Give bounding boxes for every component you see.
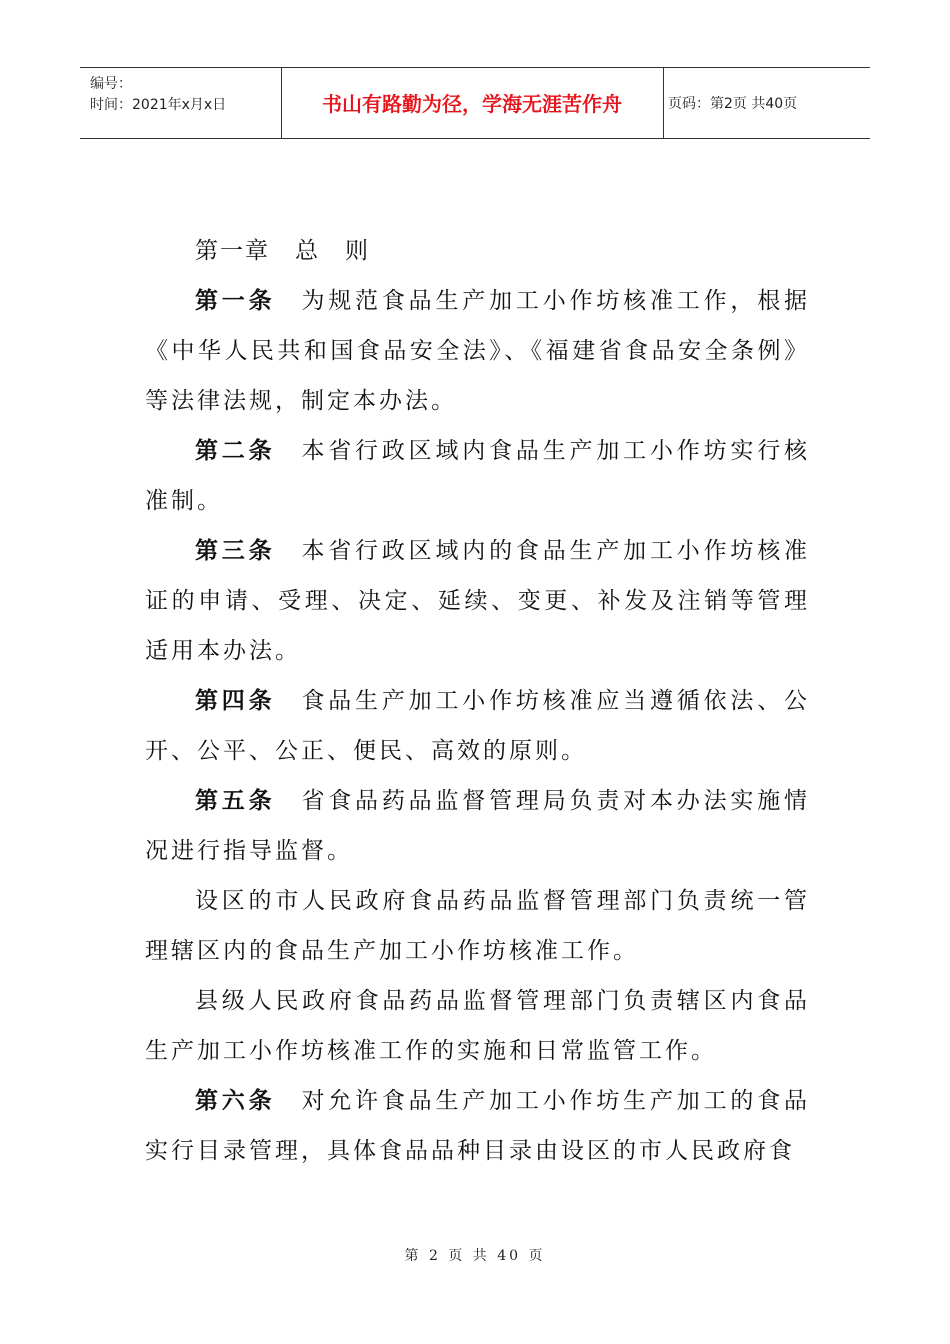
article-number: 第五条 <box>195 787 276 814</box>
paragraph-text: 设区的市人民政府食品药品监督管理部门负责统一管理辖区内的食品生产加工小作坊核准工作。 <box>145 888 810 964</box>
paragraph-text: 食品生产加工小作坊核准应当遵循依法、公开、公平、公正、便民、高效的原则。 <box>145 688 811 764</box>
paragraph <box>145 776 810 876</box>
paragraph-text: 本省行政区域内食品生产加工小作坊实行核准制。 <box>145 438 811 514</box>
paragraph <box>145 976 810 1076</box>
paragraph <box>145 876 810 976</box>
header-motto: 书山有路勤为径，学海无涯苦作舟 <box>322 92 622 116</box>
paragraph-text: 县级人民政府食品药品监督管理部门负责辖区内食品生产加工小作坊核准工作的实施和日常监管工作。 <box>145 988 810 1064</box>
article-number: 第四条 <box>195 687 276 714</box>
header-page-info: 页码：第2页 共40页 <box>668 96 798 112</box>
paragraph <box>145 526 810 676</box>
header-divider <box>663 68 664 138</box>
paragraph-text: 本省行政区域内的食品生产加工小作坊核准证的申请、受理、决定、延续、变更、补发及注销等管理适用本办法。 <box>145 538 811 664</box>
article-number: 第二条 <box>195 437 276 464</box>
document-body <box>145 226 810 1176</box>
paragraph <box>145 276 810 426</box>
paragraph-text: 对允许食品生产加工小作坊生产加工的食品实行目录管理，具体食品品种目录由设区的市人民政府食 <box>145 1088 811 1164</box>
paragraph-text: 省食品药品监督管理局负责对本办法实施情况进行指导监督。 <box>145 788 811 864</box>
paragraph-text: 为规范食品生产加工小作坊核准工作，根据《中华人民共和国食品安全法》、《福建省食品安全条例》等法律法规，制定本办法。 <box>145 288 811 414</box>
article-number: 第六条 <box>195 1087 276 1114</box>
chapter-title: 第一章 总 则 <box>195 238 370 264</box>
article-number: 第三条 <box>195 537 276 564</box>
paragraph <box>145 426 810 526</box>
page-footer: 第 2 页 共 40 页 <box>404 1248 546 1264</box>
paragraph <box>145 1076 810 1176</box>
article-number: 第一条 <box>195 287 276 314</box>
header-table <box>80 67 870 139</box>
document-time: 时间：2021年x月x日 <box>90 97 227 113</box>
paragraph <box>145 676 810 776</box>
document-code-label: 编号： <box>90 76 132 92</box>
